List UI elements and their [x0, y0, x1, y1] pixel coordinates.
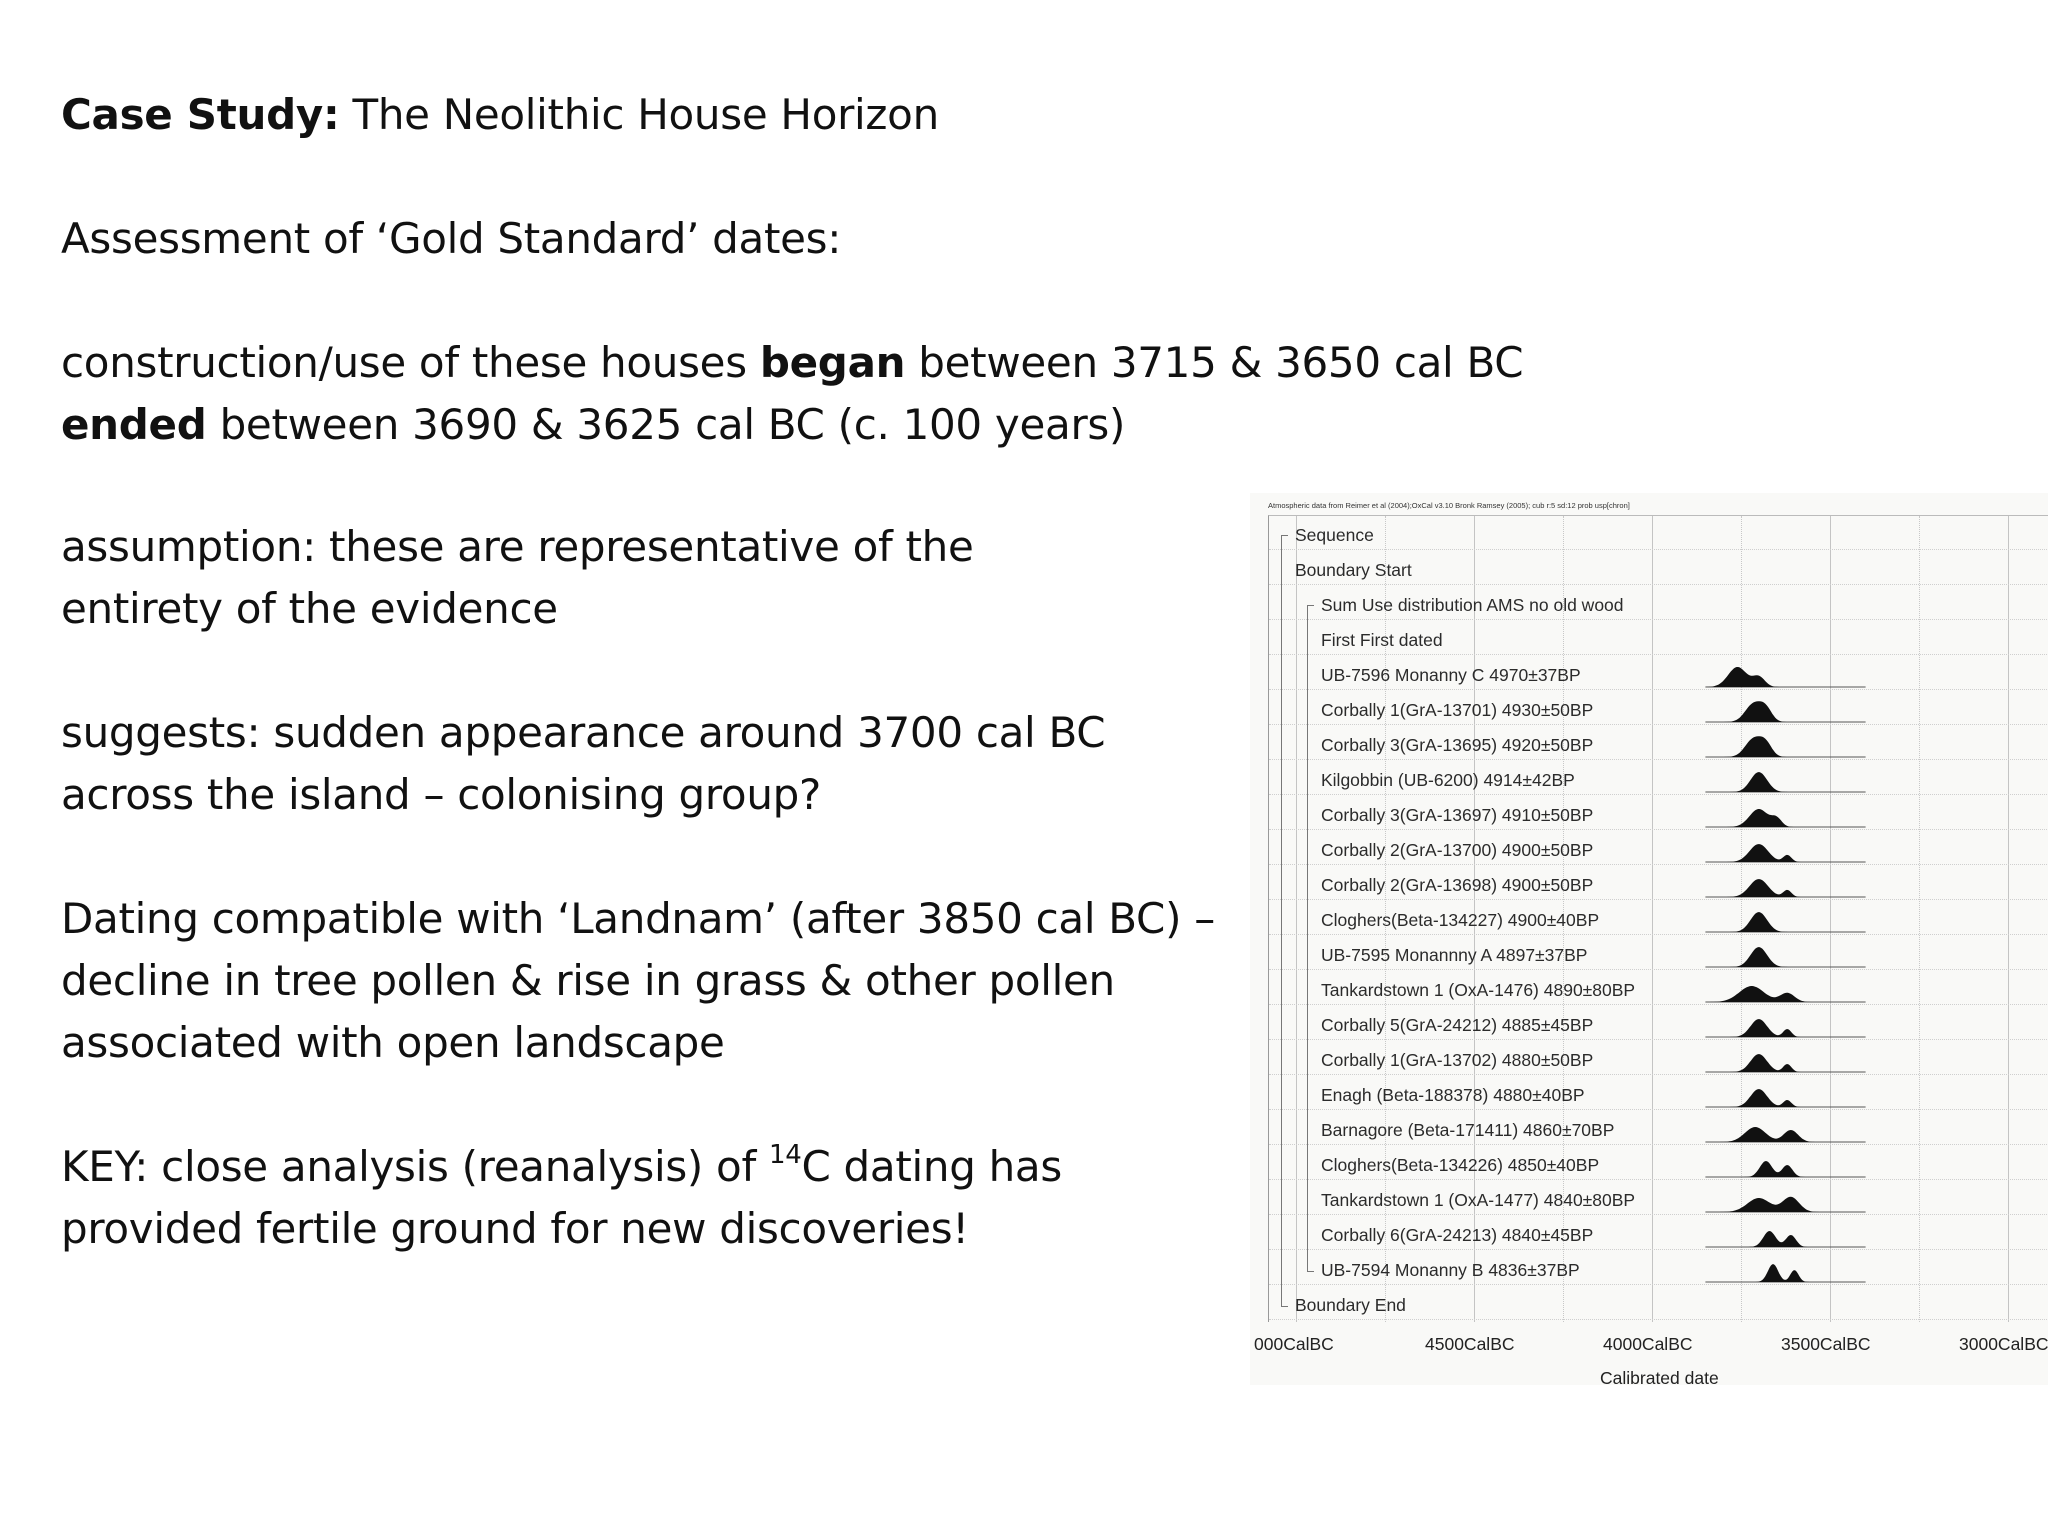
- row-label: Kilgobbin (UB-6200) 4914±42BP: [1321, 770, 1575, 790]
- dating-line-2: decline in tree pollen & rise in grass & other pollen: [61, 956, 1115, 1005]
- title-bold: Case Study:: [61, 90, 340, 139]
- row-label: Corbally 2(GrA-13700) 4900±50BP: [1321, 840, 1594, 860]
- key-superscript: 14: [768, 1140, 802, 1170]
- row-label: Corbally 3(GrA-13697) 4910±50BP: [1321, 805, 1594, 825]
- ended-post: between 3690 & 3625 cal BC (c. 100 years): [206, 400, 1126, 449]
- posterior-distribution: [1670, 701, 1848, 722]
- row-label: First First dated: [1321, 630, 1443, 650]
- posterior-distribution: [1670, 1127, 1848, 1142]
- posterior-distribution: [1670, 1231, 1848, 1247]
- began-pre: construction/use of these houses: [61, 338, 760, 387]
- posterior-distribution: [1670, 1054, 1848, 1072]
- dating-line-1: Dating compatible with ‘Landnam’ (after 3850 cal BC) –: [61, 894, 1215, 943]
- posterior-distribution: [1670, 1161, 1848, 1177]
- oxcal-figure: [1250, 493, 2048, 1385]
- posterior-distribution: [1670, 947, 1848, 967]
- row-label: Enagh (Beta-188378) 4880±40BP: [1321, 1085, 1585, 1105]
- posterior-distribution: [1670, 736, 1848, 757]
- row-label: Corbally 1(GrA-13702) 4880±50BP: [1321, 1050, 1594, 1070]
- row-label: Corbally 1(GrA-13701) 4930±50BP: [1321, 700, 1594, 720]
- row-label: Cloghers(Beta-134227) 4900±40BP: [1321, 910, 1600, 930]
- ended-bold: ended: [61, 400, 207, 449]
- key-line-2: provided fertile ground for new discoveries!: [61, 1204, 969, 1253]
- row-label: Corbally 3(GrA-13695) 4920±50BP: [1321, 735, 1594, 755]
- ended-line: [61, 394, 1541, 456]
- axis-tick-label: 4500CalBC: [1425, 1334, 1515, 1354]
- posterior-distribution: [1670, 809, 1848, 827]
- posterior-distribution: [1670, 879, 1848, 897]
- row-label: Cloghers(Beta-134226) 4850±40BP: [1321, 1155, 1600, 1175]
- row-label: Sum Use distribution AMS no old wood: [1321, 595, 1624, 615]
- posterior-distribution: [1670, 772, 1848, 792]
- began-line: [61, 332, 1541, 394]
- row-label: Corbally 5(GrA-24212) 4885±45BP: [1321, 1015, 1594, 1035]
- dating-line-3: associated with open landscape: [61, 1018, 725, 1067]
- row-label: Boundary End: [1295, 1295, 1406, 1315]
- key-post: C dating has: [801, 1142, 1062, 1191]
- row-label: Sequence: [1295, 525, 1374, 545]
- row-label: Tankardstown 1 (OxA-1477) 4840±80BP: [1321, 1190, 1636, 1210]
- distributions-svg: [1269, 516, 2048, 1322]
- row-label: Boundary Start: [1295, 560, 1412, 580]
- suggests-line-2: across the island – colonising group?: [61, 770, 821, 819]
- axis-tick-label: 3000CalBC: [1959, 1334, 2048, 1354]
- posterior-distribution: [1670, 912, 1848, 932]
- posterior-distribution: [1670, 1089, 1848, 1107]
- row-label: Barnagore (Beta-171411) 4860±70BP: [1321, 1120, 1615, 1140]
- began-bold: began: [759, 338, 906, 387]
- assumption-line-2: entirety of the evidence: [61, 584, 558, 633]
- x-axis-label: Calibrated date: [1600, 1368, 1719, 1385]
- assumption-line-1: assumption: these are representative of the: [61, 522, 974, 571]
- title-rest: The Neolithic House Horizon: [339, 90, 939, 139]
- row-label: Corbally 6(GrA-24213) 4840±45BP: [1321, 1225, 1594, 1245]
- posterior-distribution: [1670, 1019, 1848, 1037]
- row-label: UB-7595 Monannny A 4897±37BP: [1321, 945, 1588, 965]
- row-label: UB-7594 Monanny B 4836±37BP: [1321, 1260, 1580, 1280]
- posterior-distribution: [1670, 1197, 1848, 1212]
- row-label: Corbally 2(GrA-13698) 4900±50BP: [1321, 875, 1594, 895]
- row-label: UB-7596 Monanny C 4970±37BP: [1321, 665, 1581, 685]
- posterior-distribution: [1670, 986, 1848, 1002]
- plot-frame: [1268, 515, 2048, 1322]
- posterior-distribution: [1670, 1264, 1848, 1282]
- suggests-line-1: suggests: sudden appearance around 3700 cal BC: [61, 708, 1106, 757]
- slide-title: [61, 84, 1541, 146]
- axis-tick-label: 4000CalBC: [1603, 1334, 1693, 1354]
- posterior-distribution: [1670, 667, 1848, 687]
- posterior-distribution: [1670, 844, 1848, 862]
- assessment-line: Assessment of ‘Gold Standard’ dates:: [61, 214, 842, 263]
- row-label: Tankardstown 1 (OxA-1476) 4890±80BP: [1321, 980, 1636, 1000]
- axis-tick-label: 000CalBC: [1254, 1334, 1334, 1354]
- began-post: between 3715 & 3650 cal BC: [905, 338, 1524, 387]
- figure-header: Atmospheric data from Reimer et al (2004);OxCal v3.10 Bronk Ramsey (2005); cub r:5 sd:12 prob usp[chron]: [1268, 501, 1630, 510]
- key-pre: KEY: close analysis (reanalysis) of: [61, 1142, 769, 1191]
- axis-tick-label: 3500CalBC: [1781, 1334, 1871, 1354]
